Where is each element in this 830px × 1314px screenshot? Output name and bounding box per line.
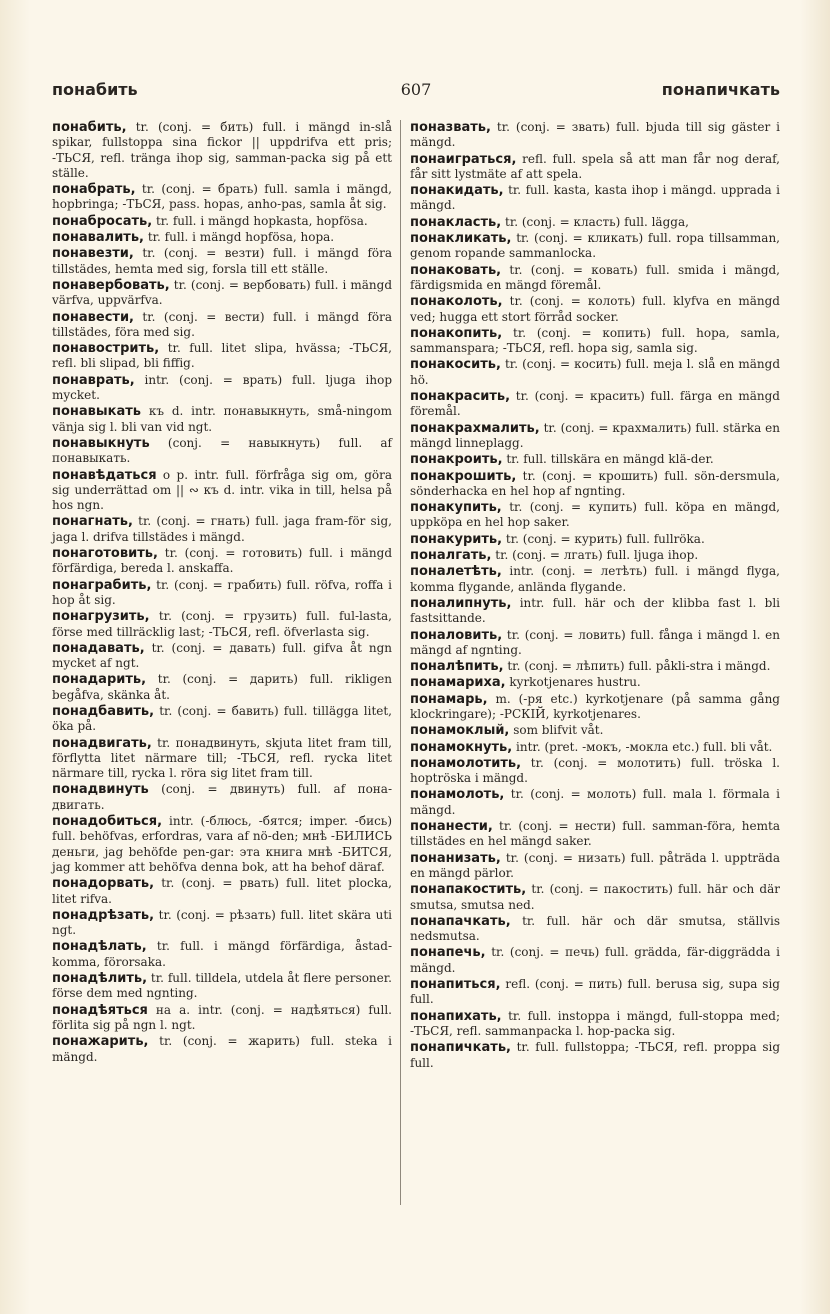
entry-definition: tr. (conj. = печь) full. grädda, fär-diggrädda i mängd. xyxy=(410,945,780,975)
entry-headword: понанести, xyxy=(410,819,493,835)
dictionary-entry xyxy=(410,659,780,674)
entry-headword: понажарить, xyxy=(52,1034,149,1050)
dictionary-entry xyxy=(410,215,780,230)
dictionary-entry xyxy=(52,514,392,545)
entry-headword: понапачкать, xyxy=(410,913,511,929)
entry-definition: tr. (conj. = кликать) full. ropa tillsamman, genom ropande sammanlocka. xyxy=(410,231,780,261)
entry-definition: tr. (conj. = ловить) full. fånga i mängd l. en mängd af ngnting. xyxy=(410,627,780,657)
dictionary-entry xyxy=(52,246,392,277)
entry-headword: понапечь, xyxy=(410,945,486,961)
entry-definition: tr. (conj. = косить) full. meja l. slå en mängd hö. xyxy=(410,357,780,387)
dictionary-entry xyxy=(410,452,780,467)
entry-headword: понамокнуть, xyxy=(410,739,513,755)
dictionary-entry xyxy=(410,120,780,151)
entry-headword: понакурить, xyxy=(410,531,503,547)
dictionary-entry xyxy=(410,851,780,882)
dictionary-entry xyxy=(410,231,780,262)
entry-definition: tr. (conj. = лгать) full. ljuga ihop. xyxy=(491,548,699,563)
entry-headword: понавыкнуть xyxy=(52,435,150,451)
dictionary-entry xyxy=(52,971,392,1002)
entry-definition: о p. intr. full. förfråga sig om, göra sig underrättad om || ∾ къ d. intr. vika in till, helsa på hos ngn. xyxy=(52,467,392,513)
dictionary-entry xyxy=(52,230,392,245)
entry-headword: понавыкать xyxy=(52,404,142,420)
entry-headword: понадвинуть xyxy=(52,782,149,798)
entry-definition: tr. (conj. = готовить) full. i mängd förfärdiga, bereda l. anskaffa. xyxy=(52,546,392,576)
entry-definition: tr. (conj. = класть) full. lägga, xyxy=(501,214,689,229)
entry-headword: понадарить, xyxy=(52,672,147,688)
entry-headword: понадавать, xyxy=(52,640,145,656)
dictionary-entry xyxy=(410,564,780,595)
dictionary-entry xyxy=(52,310,392,341)
entry-definition: tr. full. i mängd förfärdiga, åstad-komma, förorsaka. xyxy=(52,939,392,969)
entry-definition: tr. (conj. = ковать) full. smida i mängd, färdigsmida en mängd föremål. xyxy=(410,262,780,292)
entry-headword: понадбавить, xyxy=(52,703,155,719)
dictionary-entry xyxy=(410,977,780,1008)
entry-headword: понабить, xyxy=(52,120,127,135)
entry-definition: tr. (conj. = молоть) full. mala l. förmala i mängd. xyxy=(410,787,780,817)
dictionary-entry xyxy=(52,578,392,609)
dictionary-entry xyxy=(410,1009,780,1040)
entry-headword: понадѣяться xyxy=(52,1002,148,1018)
entry-definition: (conj. = навыкнуть) full. af понавыкать. xyxy=(52,435,392,466)
left-column xyxy=(52,120,392,1066)
dictionary-entry xyxy=(410,914,780,945)
entry-definition: tr. (conj. = вербовать) full. i mängd värfva, uppvärfva. xyxy=(52,277,392,308)
entry-definition: tr. (conj. = давать) full. gifva åt ngn mycket af ngt. xyxy=(52,640,392,671)
entry-definition: tr. (conj. = грузить) full. ful-lasta, förse med tillräcklig last; -ТЬСЯ, refl. öfverlasta sig. xyxy=(52,609,392,639)
entry-headword: поназвать, xyxy=(410,120,491,135)
entry-definition: tr. full. fullstoppa; -ТЬСЯ, refl. proppa sig full. xyxy=(410,1040,780,1070)
entry-headword: понавезти, xyxy=(52,246,134,262)
entry-definition: refl. (conj. = пить) full. berusa sig, supa sig full. xyxy=(410,977,780,1007)
entry-definition: (conj. = двинуть) full. af пона-двигать. xyxy=(52,782,392,812)
entry-definition: intr. (-блюсь, -бятся; imper. -бись) full. behöfvas, erfordras, vara af nö-den; мнѣ -БИЛИСЬ деньги, jag behöfde pen-gar: эта книга мнѣ -БИТСЯ, jag kommer att behöfva denna bok, att ha behof däraf. xyxy=(52,814,392,874)
entry-definition: tr. full. i mängd hopkasta, hopfösa. xyxy=(152,213,368,228)
entry-definition: tr. full. tillskära en mängd klä-der. xyxy=(502,452,714,467)
entry-definition: tr. full. här och där smutsa, ställvis nedsmutsa. xyxy=(410,913,780,944)
page-header xyxy=(52,80,780,102)
entry-definition: tr. (conj. = бить) full. i mängd in-slå spikar, fullstoppa sina fickor || uppdrifva ett pris; -ТЬСЯ, refl. tränga ihop sig, samman-packa sig på ett ställe. xyxy=(52,120,392,180)
entry-headword: понадвигать, xyxy=(52,735,152,751)
dictionary-entry xyxy=(410,421,780,452)
entry-definition: tr. full. litet slipa, hvässa; -ТЬСЯ, refl. bli slipad, bli fiffig. xyxy=(52,341,392,371)
entry-definition: intr. (conj. = врать) full. ljuga ihop mycket. xyxy=(52,372,392,403)
entry-headword: понамолоть, xyxy=(410,787,505,803)
dictionary-entry xyxy=(52,704,392,735)
dictionary-entry xyxy=(52,182,392,213)
entry-headword: понадѣлать, xyxy=(52,939,147,955)
entry-definition: къ d. intr. понавыкнуть, små-ningom vänja sig l. bli van vid ngt. xyxy=(52,404,392,434)
entry-headword: понаврать, xyxy=(52,372,135,388)
entry-headword: понамариха, xyxy=(410,675,506,691)
dictionary-entry xyxy=(52,214,392,229)
dictionary-entry xyxy=(52,120,392,181)
entry-headword: понабросать, xyxy=(52,213,153,229)
entry-definition: tr. (conj. = крошить) full. sön-dersmula, sönderhacka en hel hop af ngnting. xyxy=(410,468,780,498)
entry-headword: понавести, xyxy=(52,309,134,325)
dictionary-entry xyxy=(410,500,780,531)
right-running-headword: понапичкать xyxy=(661,80,780,99)
entry-headword: понамарь, xyxy=(410,691,488,707)
entry-definition: tr. (conj. = брать) full. samla i mängd, hopbringa; -ТЬСЯ, pass. hopas, anho-pas, samla åt sig. xyxy=(52,182,392,212)
dictionary-entry xyxy=(410,882,780,913)
entry-definition: tr. (conj. = бавить) full. tillägga litet, öka på. xyxy=(52,703,392,734)
entry-headword: поналовить, xyxy=(410,627,503,643)
dictionary-entry xyxy=(410,675,780,690)
entry-headword: понавѣдаться xyxy=(52,467,157,483)
entry-definition: kyrkotjenares hustru. xyxy=(505,675,641,690)
entry-headword: понакласть, xyxy=(410,214,502,230)
dictionary-entry xyxy=(52,908,392,939)
entry-headword: понавострить, xyxy=(52,341,160,357)
dictionary-entry xyxy=(52,641,392,672)
entry-headword: понаграбить, xyxy=(52,577,152,593)
dictionary-entry xyxy=(52,876,392,907)
page-number: 607 xyxy=(400,80,432,99)
entry-definition: tr. (conj. = вести) full. i mängd föra tillstädes, föra med sig. xyxy=(52,309,392,339)
entry-definition: tr. (conj. = курить) full. fullröka. xyxy=(502,531,705,546)
entry-headword: понавалить, xyxy=(52,230,144,246)
dictionary-entry xyxy=(52,373,392,404)
entry-headword: понапиться, xyxy=(410,977,501,993)
entry-headword: понакидать, xyxy=(410,183,504,199)
dictionary-entry xyxy=(410,532,780,547)
entry-headword: понабрать, xyxy=(52,182,136,198)
entry-definition: tr. (conj. = рѣзать) full. litet skära uti ngt. xyxy=(52,907,392,938)
entry-headword: понапакостить, xyxy=(410,882,527,898)
entry-definition: m. (-ря etc.) kyrkotjenare (på samma gång klockringare); -РСКІЙ, kyrkotjenares. xyxy=(410,691,780,721)
dictionary-entry xyxy=(410,628,780,659)
entry-definition: tr. full. instoppa i mängd, full-stoppa med; -ТЬСЯ, refl. sammanpacka l. hop-packa sig. xyxy=(410,1008,780,1038)
dictionary-entry xyxy=(410,469,780,500)
entry-headword: понанизать, xyxy=(410,850,501,866)
entry-definition: tr. (conj. = лѣпить) full. påkli-stra i mängd. xyxy=(503,659,771,674)
entry-definition: tr. (conj. = копить) full. hopa, samla, sammanspara; -ТЬСЯ, refl. hopa sig, samla sig. xyxy=(410,325,780,356)
entry-definition: tr. (conj. = нести) full. samman-föra, hemta tillstädes en hel mängd saker. xyxy=(410,819,780,849)
entry-headword: понагнать, xyxy=(52,514,133,530)
dictionary-entry xyxy=(410,945,780,976)
entry-definition: tr. (conj. = везти) full. i mängd föra tillstädes, hemta med sig, forsla till ett ställe. xyxy=(52,246,392,276)
column-divider xyxy=(400,120,401,1205)
entry-definition: tr. (conj. = крахмалить) full. stärka en mängd linneplagg. xyxy=(410,420,780,450)
entry-headword: понамолотить, xyxy=(410,755,522,771)
dictionary-entry xyxy=(52,278,392,309)
dictionary-entry xyxy=(410,787,780,818)
dictionary-entry xyxy=(52,782,392,813)
entry-headword: поналетѣть, xyxy=(410,564,502,580)
entry-headword: понакосить, xyxy=(410,357,501,373)
entry-definition: tr. (conj. = низать) full. påträda l. uppträda en mängd pärlor. xyxy=(410,850,780,880)
dictionary-entry xyxy=(52,436,392,467)
dictionary-entry xyxy=(410,389,780,420)
entry-headword: понадрѣзать, xyxy=(52,907,155,923)
dictionary-entry xyxy=(410,326,780,357)
entry-definition: tr. (conj. = купить) full. köpa en mängd, uppköpa en hel hop saker. xyxy=(410,500,780,530)
entry-headword: поналгать, xyxy=(410,548,492,564)
dictionary-entry xyxy=(52,468,392,514)
entry-headword: понакликать, xyxy=(410,231,512,247)
entry-definition: tr. (conj. = молотить) full. tröska l. hoptröska i mängd. xyxy=(410,755,780,786)
dictionary-entry xyxy=(52,546,392,577)
entry-headword: понакрахмалить, xyxy=(410,420,540,436)
entry-definition: tr. (conj. = жарить) full. steka i mängd. xyxy=(52,1034,392,1064)
entry-headword: понапичкать, xyxy=(410,1040,511,1056)
entry-definition: на a. intr. (conj. = надѣяться) full. förlita sig på ngn l. ngt. xyxy=(52,1002,392,1032)
dictionary-entry xyxy=(52,814,392,875)
entry-definition: tr. (conj. = грабить) full. röfva, roffa i hop åt sig. xyxy=(52,577,392,607)
dictionary-entry xyxy=(410,152,780,183)
entry-definition: tr. full. i mängd hopfösa, hopa. xyxy=(144,230,335,245)
entry-definition: tr. (conj. = дарить) full. rikligen begåfva, skänka åt. xyxy=(52,672,392,702)
entry-definition: tr. (conj. = гнать) full. jaga fram-för sig, jaga l. drifva tillstädes i mängd. xyxy=(52,514,392,544)
entry-headword: понагрузить, xyxy=(52,609,150,625)
entry-headword: понакрошить, xyxy=(410,468,517,484)
dictionary-entry xyxy=(410,294,780,325)
entry-definition: tr. (conj. = колоть) full. klyfva en mängd ved; hugga ett stort förråd socker. xyxy=(410,294,780,324)
dictionary-entry xyxy=(410,723,780,738)
dictionary-entry xyxy=(52,609,392,640)
entry-definition: tr. full. kasta, kasta ihop i mängd. upprada i mängd. xyxy=(410,183,780,213)
entry-headword: понаковать, xyxy=(410,262,502,278)
dictionary-entry xyxy=(52,939,392,970)
entry-definition: intr. (conj. = летѣть) full. i mängd flyga, komma flygande, anlända flygande. xyxy=(410,564,780,594)
entry-headword: понамоклый, xyxy=(410,723,510,739)
entry-definition: refl. full. spela så att man får nog deraf, får sitt lystmäte af att spela. xyxy=(410,151,780,181)
entry-definition: tr. понадвинуть, skjuta litet fram till, förflytta litet närmare till; -ТЬСЯ, refl. rycka litet närmare till, rycka l. röra sig litet fram till. xyxy=(52,735,392,781)
entry-headword: понапихать, xyxy=(410,1008,502,1024)
entry-headword: понавербовать, xyxy=(52,277,170,293)
dictionary-entry xyxy=(410,357,780,388)
dictionary-entry xyxy=(410,596,780,627)
dictionary-entry xyxy=(52,1003,392,1034)
entry-headword: понадобиться, xyxy=(52,814,163,830)
dictionary-entry xyxy=(52,672,392,703)
entry-definition: tr. (conj. = пакостить) full. här och där smutsa, smutsa ned. xyxy=(410,882,780,912)
entry-headword: понадорвать, xyxy=(52,876,155,892)
entry-definition: tr. (conj. = звать) full. bjuda till sig gäster i mängd. xyxy=(410,120,780,150)
entry-definition: tr. full. tilldela, utdela åt flere personer. förse dem med ngnting. xyxy=(52,971,392,1001)
entry-headword: поналѣпить, xyxy=(410,659,504,675)
entry-headword: понакупить, xyxy=(410,500,502,516)
dictionary-entry xyxy=(410,1040,780,1071)
entry-headword: понадѣлить, xyxy=(52,971,148,987)
entry-definition: tr. (conj. = красить) full. färga en mängd föremål. xyxy=(410,389,780,419)
dictionary-entry xyxy=(410,548,780,563)
entry-headword: понакопить, xyxy=(410,325,503,341)
left-running-headword: понабить xyxy=(52,80,138,99)
dictionary-entry xyxy=(410,740,780,755)
dictionary-entry xyxy=(410,756,780,787)
entry-headword: понакроить, xyxy=(410,452,503,468)
right-column xyxy=(410,120,780,1072)
dictionary-entry xyxy=(52,404,392,435)
dictionary-entry xyxy=(410,263,780,294)
dictionary-entry xyxy=(52,736,392,782)
dictionary-entry xyxy=(410,183,780,214)
dictionary-entry xyxy=(410,819,780,850)
entry-headword: понаколоть, xyxy=(410,294,503,310)
dictionary-entry xyxy=(52,341,392,372)
entry-headword: понаиграться, xyxy=(410,151,517,167)
entry-definition: tr. (conj. = рвать) full. litet plocka, litet rifva. xyxy=(52,876,392,906)
dictionary-entry xyxy=(52,1034,392,1065)
dictionary-entry xyxy=(410,692,780,723)
entry-headword: поналипнуть, xyxy=(410,595,512,611)
entry-headword: понакрасить, xyxy=(410,389,511,405)
entry-definition: som blifvit våt. xyxy=(509,723,604,738)
entry-definition: intr. full. här och der klibba fast l. bli fastsittande. xyxy=(410,595,780,626)
entry-definition: intr. (pret. -мокъ, -мокла etc.) full. bli våt. xyxy=(512,739,773,754)
entry-headword: понаготовить, xyxy=(52,546,158,562)
